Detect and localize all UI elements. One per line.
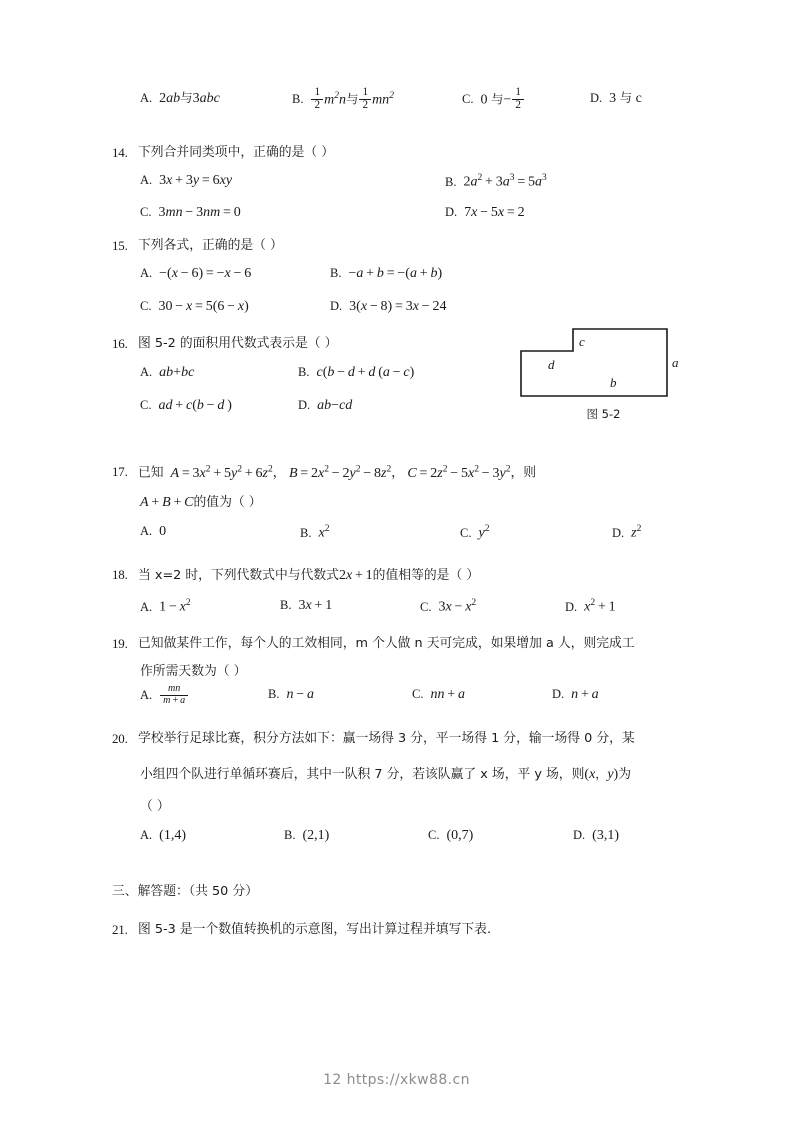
q17-expr-a: $A = 3x^2 + 5y^2 + 6z^2$ <box>170 464 273 481</box>
figure-label-d: d <box>548 357 555 372</box>
q19-option-d-text: n + a <box>571 687 599 703</box>
q15-option-b-text: −a + b = −(a + b) <box>348 266 443 281</box>
q18-option-a-label: A. <box>140 599 153 614</box>
q20-option-b-label: B. <box>284 828 296 842</box>
q16-number: 16. <box>112 336 128 351</box>
q17-option-d-text: $z^2$ <box>631 524 642 541</box>
q15-options-row-2 <box>112 299 684 315</box>
q14-option-c-text: 3mn − 3nm = 0 <box>158 205 241 220</box>
q17-stem-line-1 <box>112 462 684 484</box>
q16-option-b[interactable] <box>298 365 414 381</box>
q17-option-a-text: 0 <box>159 524 167 539</box>
section-3-heading-row <box>112 880 684 899</box>
q14-option-a-label: A. <box>140 173 153 187</box>
q18-option-b-label: B. <box>280 598 292 612</box>
q20-stem-line-3 <box>112 795 684 814</box>
q13-option-a-text: 2ab与3abc <box>159 90 220 106</box>
q15-options-row-1 <box>112 266 684 282</box>
q14-stem: 下列合并同类项中，正确的是（ ） <box>138 145 335 160</box>
q13-option-b-text: $\frac{1}{2}$ $m^2n$与 $\frac{1}{2}$ $mn^2$ <box>310 88 393 113</box>
q13-option-b[interactable] <box>292 88 462 113</box>
q16-option-a-text: ab+bc <box>159 365 195 380</box>
q19-option-a-text <box>159 684 189 706</box>
q17-expr-c: $C = 2z^2 - 5x^2 - 3y^2$ <box>407 464 511 481</box>
q19-stem-1: 已知做某件工作，每个人的工效相同，m 个人做 n 天可完成，如果增加 a 人，则完成工 <box>138 636 635 651</box>
q19-option-b-label: B. <box>268 687 280 702</box>
question-15 <box>112 236 684 256</box>
q15-option-a-label: A. <box>140 266 153 280</box>
q17-option-c-label: C. <box>460 525 472 540</box>
q20-option-d[interactable] <box>573 828 619 844</box>
q17-number: 17. <box>112 464 128 479</box>
q15-option-d-text: 3(x − 8) = 3x − 24 <box>349 299 447 314</box>
q21-number: 21. <box>112 922 128 937</box>
q20-option-b-text: (2,1) <box>302 828 330 843</box>
q21-stem-line <box>112 920 684 940</box>
figure-5-2-outline <box>521 329 667 396</box>
q17-option-b-text: $x^2$ <box>318 524 330 541</box>
q18-stem-line <box>112 565 684 587</box>
q18-option-c-label: C. <box>420 599 432 614</box>
q17-stem-2-text: 的值为（ ） <box>193 495 262 510</box>
q16-option-c-text: ad + c(b − d ) <box>158 398 232 413</box>
q15-stem: 下列各式，正确的是（ ） <box>138 238 283 253</box>
q17-option-b[interactable] <box>300 524 460 542</box>
q16-option-c[interactable] <box>140 398 298 414</box>
q19-option-c[interactable] <box>412 687 552 703</box>
q19-option-d[interactable] <box>552 687 599 703</box>
q20-option-a-label: A. <box>140 828 153 842</box>
q13-options-row <box>112 88 684 113</box>
q18-option-d-text: $x^2 + 1$ <box>584 598 616 615</box>
q19-option-a[interactable] <box>140 684 268 706</box>
q13-option-d[interactable] <box>590 88 642 107</box>
q18-options-row <box>112 598 684 616</box>
q16-stem: 图 5-2 的面积用代数式表示是（ ） <box>138 336 338 351</box>
q20-number: 20. <box>112 731 128 746</box>
q18-number: 18. <box>112 567 128 582</box>
q15-option-d[interactable] <box>330 299 446 315</box>
q16-option-c-label: C. <box>140 398 152 412</box>
q13-option-d-label: D. <box>590 91 603 105</box>
q17-option-c-text: $y^2$ <box>478 524 490 541</box>
question-19 <box>112 634 684 654</box>
q20-stem-2a: 小组四个队进行单循环赛后，其中一队积 7 分，若该队赢了 x 场，平 y 场，则 <box>140 767 585 782</box>
q20-option-c[interactable] <box>428 828 573 844</box>
figure-label-a: a <box>672 355 679 370</box>
q19-option-c-label: C. <box>412 687 424 702</box>
question-18 <box>112 565 684 587</box>
q18-stem <box>138 565 684 587</box>
q18-option-b[interactable] <box>280 598 420 614</box>
q20-stem-line-1 <box>112 729 684 749</box>
q18-option-c-text: $3x - x^2$ <box>438 598 477 615</box>
q19-option-a-label: A. <box>140 687 153 702</box>
q19-option-b-text: n − a <box>286 687 314 703</box>
q18-option-d-label: D. <box>565 599 578 614</box>
q13-option-c-text: 0 与− $\frac{1}{2}$ <box>480 88 525 113</box>
section-3-heading: 三、解答题：（共 50 分） <box>112 884 258 899</box>
q15-option-a[interactable] <box>140 266 330 282</box>
q21-stem: 图 5-3 是一个数值转换机的示意图，写出计算过程并填写下表. <box>138 922 492 937</box>
figure-label-c: c <box>579 334 585 349</box>
q17-expr-b: $B = 2x^2 - 2y^2 - 8z^2$ <box>288 464 392 481</box>
q14-stem-line <box>112 143 684 163</box>
q14-option-a[interactable] <box>140 173 445 189</box>
q15-option-c[interactable] <box>140 299 330 315</box>
q17-sep-2: ， <box>391 465 405 481</box>
q17-option-d-label: D. <box>612 525 625 540</box>
q14-option-d-label: D. <box>445 205 458 219</box>
q18-option-b-text: 3x + 1 <box>298 598 333 613</box>
q16-option-d-text: ab−cd <box>317 398 353 413</box>
q14-options-row-2 <box>112 205 684 221</box>
q19-number: 19. <box>112 636 128 651</box>
q17-stem-line-2 <box>112 491 684 511</box>
q15-option-b[interactable] <box>330 266 442 282</box>
q18-stem-part-2: 的值相等的是（ ） <box>372 568 480 583</box>
q14-number: 14. <box>112 145 128 160</box>
q14-option-a-text: 3x + 3y = 6xy <box>159 173 233 188</box>
q20-option-c-text: (0,7) <box>446 828 474 843</box>
q13-option-b-label: B. <box>292 92 304 107</box>
q17-option-a[interactable] <box>140 524 300 540</box>
q19-options-row <box>112 684 684 706</box>
q20-option-a-text: (1,4) <box>159 828 186 843</box>
q19-option-b[interactable] <box>268 687 412 703</box>
q17-option-c[interactable] <box>460 524 612 542</box>
question-20 <box>112 729 684 749</box>
q17-options-row <box>112 524 684 542</box>
q14-option-b-text: $2a^2 + 3a^3 = 5a^3$ <box>463 173 547 190</box>
question-21 <box>112 920 684 940</box>
q17-stem-1 <box>138 462 684 484</box>
q20-option-d-label: D. <box>573 828 586 842</box>
q19-option-d-label: D. <box>552 687 565 702</box>
q14-option-b-label: B. <box>445 174 457 189</box>
q15-option-a-text: −(x − 6) = −x − 6 <box>159 266 252 281</box>
q19-stem-2: 作所需天数为（ ） <box>140 664 247 679</box>
q16-option-b-text: c(b − d + d (a − c) <box>316 365 415 380</box>
q20-option-b[interactable] <box>284 828 428 844</box>
q13-option-a-label: A. <box>140 91 153 105</box>
q18-option-c[interactable] <box>420 598 565 616</box>
q18-option-a-text: $1 - x^2$ <box>159 598 191 615</box>
q18-option-d[interactable] <box>565 598 616 616</box>
q13-option-d-text: 3 与 c <box>609 90 642 106</box>
q20-option-d-text: (3,1) <box>592 828 619 843</box>
q13-option-c-label: C. <box>462 92 474 107</box>
q14-option-b[interactable] <box>445 173 547 191</box>
q20-stem-1: 学校举行足球比赛，积分方法如下：赢一场得 3 分，平一场得 1 分，输一场得 0 分，某 <box>138 731 635 746</box>
q16-option-d-label: D. <box>298 398 311 412</box>
q14-option-d[interactable] <box>445 205 525 221</box>
q19-frac-numerator: mn <box>168 683 181 694</box>
q14-option-c[interactable] <box>140 205 445 221</box>
q15-option-c-label: C. <box>140 299 152 313</box>
q13-option-c[interactable] <box>462 88 590 113</box>
q17-option-b-label: B. <box>300 525 312 540</box>
q17-option-a-label: A. <box>140 524 153 538</box>
q15-number: 15. <box>112 238 128 253</box>
q17-sep-3: ，则 <box>510 465 537 481</box>
q14-option-c-label: C. <box>140 205 152 219</box>
q18-option-a[interactable] <box>140 598 280 616</box>
q20-option-c-label: C. <box>428 828 440 842</box>
question-17 <box>112 462 684 484</box>
q16-option-d[interactable] <box>298 398 352 414</box>
q15-option-d-label: D. <box>330 299 343 313</box>
q14-options-row-1 <box>112 173 684 191</box>
q15-option-b-label: B. <box>330 266 342 280</box>
q17-sep-1: ， <box>272 465 286 481</box>
figure-label-b: b <box>610 375 617 390</box>
q13-option-a[interactable] <box>140 88 292 107</box>
figure-5-2-caption: 图 5-2 <box>586 407 621 421</box>
q19-stem-line-2 <box>112 660 684 679</box>
q14-option-d-text: 7x − 5x = 2 <box>464 205 525 220</box>
q20-stem-3: （ ） <box>140 799 170 814</box>
q15-option-c-text: 30 − x = 5(6 − x) <box>158 299 249 314</box>
q18-stem-part-1: 当 x=2 时，下列代数式中与代数式 <box>138 568 339 583</box>
q16-option-b-label: B. <box>298 365 310 379</box>
q20-stem-xy: (x，y) <box>584 767 619 782</box>
q20-stem-2b: 为 <box>618 767 631 782</box>
q16-option-a-label: A. <box>140 365 153 379</box>
q17-expr-sum: A + B + C <box>140 495 194 510</box>
q16-option-a[interactable] <box>140 365 298 381</box>
q20-stem-line-2 <box>112 763 684 783</box>
page-footer: 12 https://xkw88.cn <box>323 1072 470 1088</box>
q20-options-row <box>112 828 684 844</box>
q18-stem-expr: 2x + 1 <box>338 568 373 583</box>
q17-option-d[interactable] <box>612 524 641 542</box>
q15-stem-line <box>112 236 684 256</box>
q20-option-a[interactable] <box>140 828 284 844</box>
question-14 <box>112 143 684 163</box>
q19-option-c-text: nn + a <box>430 687 465 703</box>
q17-stem-prefix: 已知 <box>138 465 164 481</box>
q19-frac-denominator: m + a <box>160 695 188 707</box>
q19-stem-line-1 <box>112 634 684 654</box>
